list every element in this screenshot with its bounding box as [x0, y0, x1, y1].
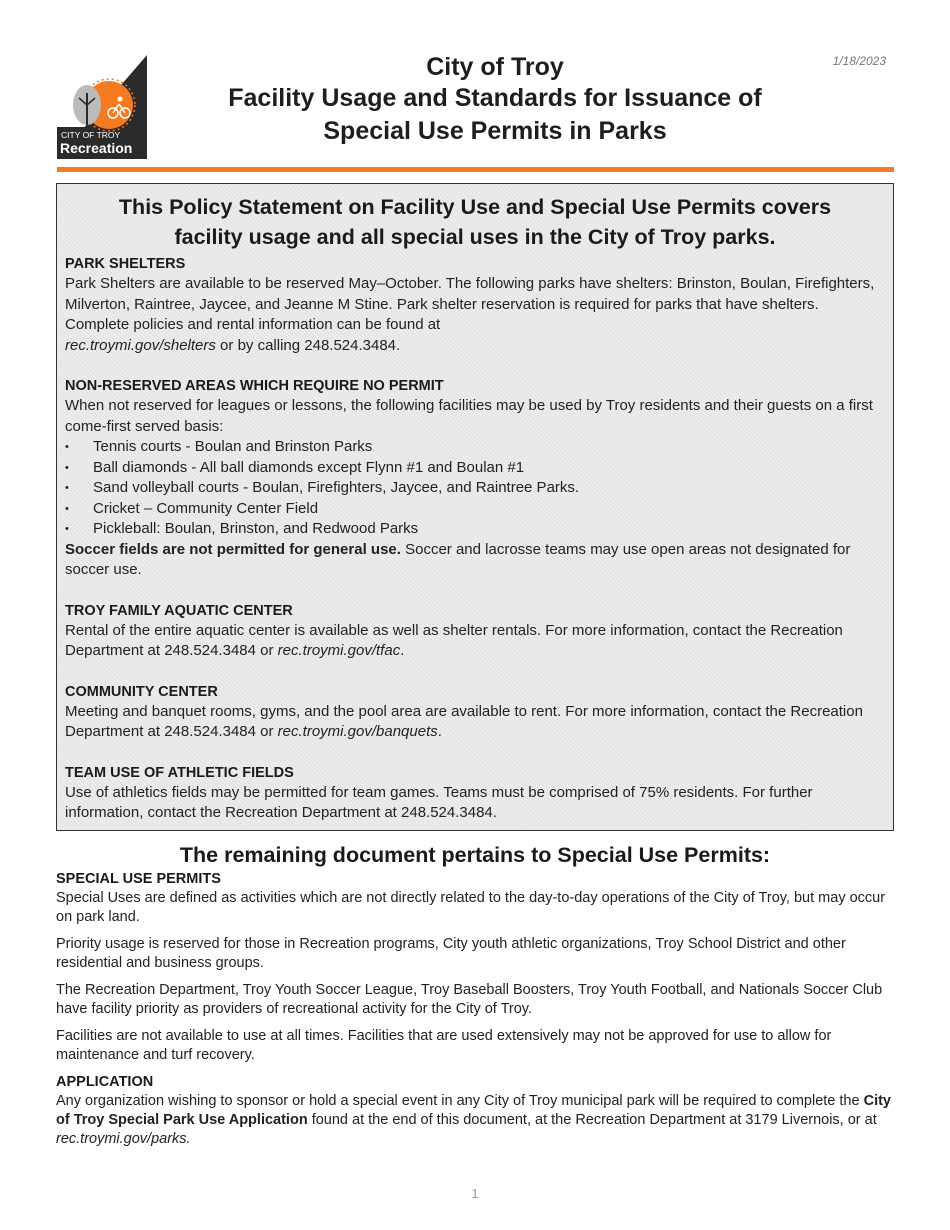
paragraph: Priority usage is reserved for those in Recreation programs, City youth athletic organizations, Troy School District and other residential and business groups.	[56, 936, 846, 971]
list-item-text: Tennis courts - Boulan and Brinston Parks	[93, 438, 373, 455]
section-park-shelters	[65, 254, 885, 356]
application-form-name: City of Troy Special Park Use Application	[56, 1093, 891, 1128]
community-link[interactable]: rec.troymi.gov/banquets	[277, 723, 438, 740]
section-text	[65, 274, 885, 356]
remaining-heading: The remaining document pertains to Special Use Permits:	[179, 843, 771, 867]
paragraph: Facilities are not available to use at all times. Facilities that are used extensively may not be approved for use to allow for maintenance and turf recovery.	[56, 1028, 832, 1063]
section-title: TROY FAMILY AQUATIC CENTER	[65, 602, 293, 619]
document-date: 1/18/2023	[832, 54, 886, 68]
section-community-center	[65, 682, 885, 743]
section-text	[65, 702, 885, 743]
title-line-3: Special Use Permits in Parks	[323, 117, 667, 145]
orange-divider	[57, 167, 894, 172]
bullet-icon: •	[65, 461, 69, 474]
shelters-text: Park Shelters are available to be reserved May–October. The following parks have shelters: Brinston, Boulan, Firefighters, Milverton, Raintree, Jaycee, and Jeanne M Stine. Park shelter reservation is required for parks that have shelters. Complete policies and rental information can be found at	[65, 275, 875, 333]
policy-heading	[65, 192, 885, 252]
policy-heading-line-2: facility usage and all special uses in the City of Troy parks.	[174, 225, 776, 249]
policy-statement-box	[56, 183, 894, 831]
title-line-2: Facility Usage and Standards for Issuance of	[228, 84, 762, 112]
parks-link[interactable]: rec.troymi.gov/parks.	[56, 1131, 191, 1147]
shelters-text-after: or by calling 248.524.3484.	[215, 336, 401, 354]
application-text-2: found at the end of this document, at the Recreation Department at 3179 Livernois, or at	[307, 1112, 877, 1128]
shelters-link[interactable]: rec.troymi.gov/shelters	[65, 336, 216, 354]
list-item-text: Ball diamonds - All ball diamonds except Flynn #1 and Boulan #1	[93, 458, 525, 476]
aquatic-text: Rental of the entire aquatic center is available as well as shelter rentals. For more information, contact the Recreation Department at 248.524.3484 or	[65, 621, 843, 659]
title-line-1: City of Troy	[426, 53, 564, 81]
section-title: TEAM USE OF ATHLETIC FIELDS	[65, 764, 294, 781]
soccer-bold-text: Soccer fields are not permitted for general use.	[65, 540, 401, 558]
paragraph: The Recreation Department, Troy Youth Soccer League, Troy Baseball Boosters, Troy Youth Football, and Nationals Soccer Club have facility priority as providers of recreational activity for the City of Troy.	[56, 982, 883, 1017]
application-text-1: Any organization wishing to sponsor or hold a special event in any City of Troy municipal park will be required to complete the	[56, 1093, 864, 1109]
section-team-use	[65, 763, 885, 824]
list-item-text: Pickleball: Boulan, Brinston, and Redwood Parks	[93, 520, 419, 537]
soccer-text: Soccer and lacrosse teams may use open areas not designated for soccer use.	[65, 540, 851, 578]
list-item	[65, 499, 885, 520]
section-text: Use of athletics fields may be permitted for team games. Teams must be comprised of 75% residents. For further information, contact the Recreation Department at 248.524.3484.	[65, 783, 813, 821]
special-use-permits-section	[56, 840, 894, 1157]
bullet-icon: •	[65, 523, 69, 535]
document-title	[150, 52, 840, 148]
section-aquatic-center	[65, 601, 885, 662]
bullet-icon: •	[65, 441, 69, 453]
soccer-note	[65, 540, 885, 581]
policy-heading-line-1: This Policy Statement on Facility Use and Special Use Permits covers	[118, 195, 832, 219]
section-title: COMMUNITY CENTER	[65, 683, 218, 700]
bullet-icon: •	[65, 502, 69, 515]
section-text: When not reserved for leagues or lessons, the following facilities may be used by Troy residents and their guests on a first come-first served basis:	[65, 397, 873, 435]
list-item	[65, 458, 885, 479]
logo-small-text: CITY OF TROY	[61, 130, 121, 140]
aquatic-end: .	[400, 642, 405, 659]
list-item-text: Cricket – Community Center Field	[93, 499, 319, 517]
section-title: PARK SHELTERS	[65, 256, 186, 272]
list-item	[65, 478, 885, 499]
facility-list	[65, 437, 885, 540]
section-title: NON-RESERVED AREAS WHICH REQUIRE NO PERMIT	[65, 378, 444, 394]
logo-big-text: Recreation	[60, 140, 133, 156]
community-end: .	[437, 723, 442, 740]
application-paragraph	[56, 1092, 894, 1149]
section-non-reserved	[65, 376, 885, 581]
city-of-troy-recreation-logo	[57, 55, 147, 159]
aquatic-link[interactable]: rec.troymi.gov/tfac	[277, 642, 401, 659]
bullet-icon: •	[65, 482, 69, 494]
list-item-text: Sand volleyball courts - Boulan, Firefighters, Jaycee, and Raintree Parks.	[93, 479, 580, 496]
community-text: Meeting and banquet rooms, gyms, and the pool area are available to rent. For more information, contact the Recreation Department at 248.524.3484 or	[65, 702, 863, 740]
page-number: 1	[471, 1186, 479, 1201]
section-title: SPECIAL USE PERMITS	[56, 871, 221, 887]
list-item	[65, 519, 885, 540]
paragraph: Special Uses are defined as activities which are not directly related to the day-to-day operations of the City of Troy, but may occur on park land.	[56, 890, 886, 925]
section-text	[65, 621, 885, 662]
list-item	[65, 437, 885, 458]
section-title: APPLICATION	[56, 1074, 154, 1090]
